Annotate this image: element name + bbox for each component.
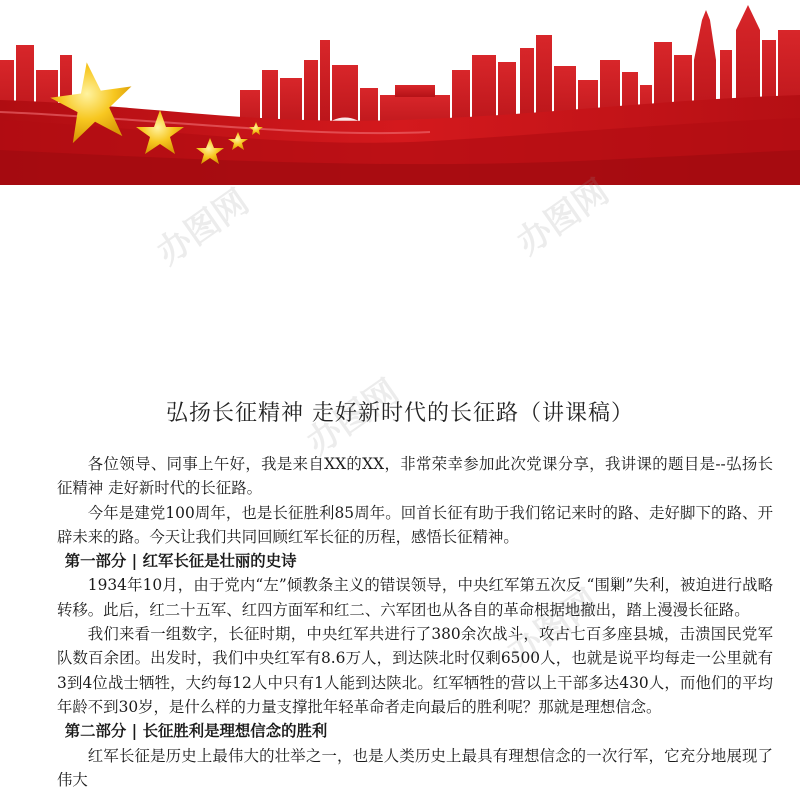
paragraph: 今年是建党100周年，也是长征胜利85周年。回首长征有助于我们铭记来时的路、走好脚下的路、开辟未来的路。今天让我们共同回顾红军长征的历程，感悟长征精神。 — [57, 503, 773, 546]
watermark: 办图网 — [149, 181, 257, 274]
section-heading: 第一部分 | 红军长征是壮丽的史诗 — [64, 552, 297, 571]
header-banner — [0, 0, 800, 185]
paragraph: 红军长征是历史上最伟大的壮举之一，也是人类历史上最具有理想信念的一次行军，它充分地展现了伟大 — [57, 746, 773, 789]
paragraph: 各位领导、同事上午好，我是来自XX的XX，非常荣幸参加此次党课分享，我讲课的题目是--弘扬长征精神 走好新时代的长征路。 — [57, 455, 773, 498]
watermark: 办图网 — [499, 581, 607, 674]
document-title: 弘扬长征精神 走好新时代的长征路（讲课稿） — [166, 401, 634, 426]
paragraph: 我们来看一组数字，长征时期，中央红军共进行了380余次战斗，攻占七百多座县城，击溃国民党军队数百余团。出发时，我们中央红军有8.6万人，到达陕北时仅剩6500人，也就是说平均每走一公里就有3到4位战士牺牲，大约每12人中只有1人能到达陕北。红军牺牲的营以上干部多达430人，而他们的平均年龄不到30岁，是什么样的力量支撑批年轻革命者走向最后的胜利呢？那就是理想信念。 — [57, 625, 773, 716]
watermark: 办图网 — [299, 371, 407, 464]
paragraph: 1934年10月，由于党内“左”倾教条主义的错误领导，中央红军第五次反 “围剿”失利，被迫进行战略转移。此后，红二十五军、红四方面军和红二、六军团也从各自的革命根据地撤出，踏上漫漫长征路。 — [57, 576, 773, 619]
watermark: 办图网 — [509, 171, 617, 264]
document-body — [57, 452, 773, 792]
section-heading: 第二部分 | 长征胜利是理想信念的胜利 — [64, 722, 328, 741]
